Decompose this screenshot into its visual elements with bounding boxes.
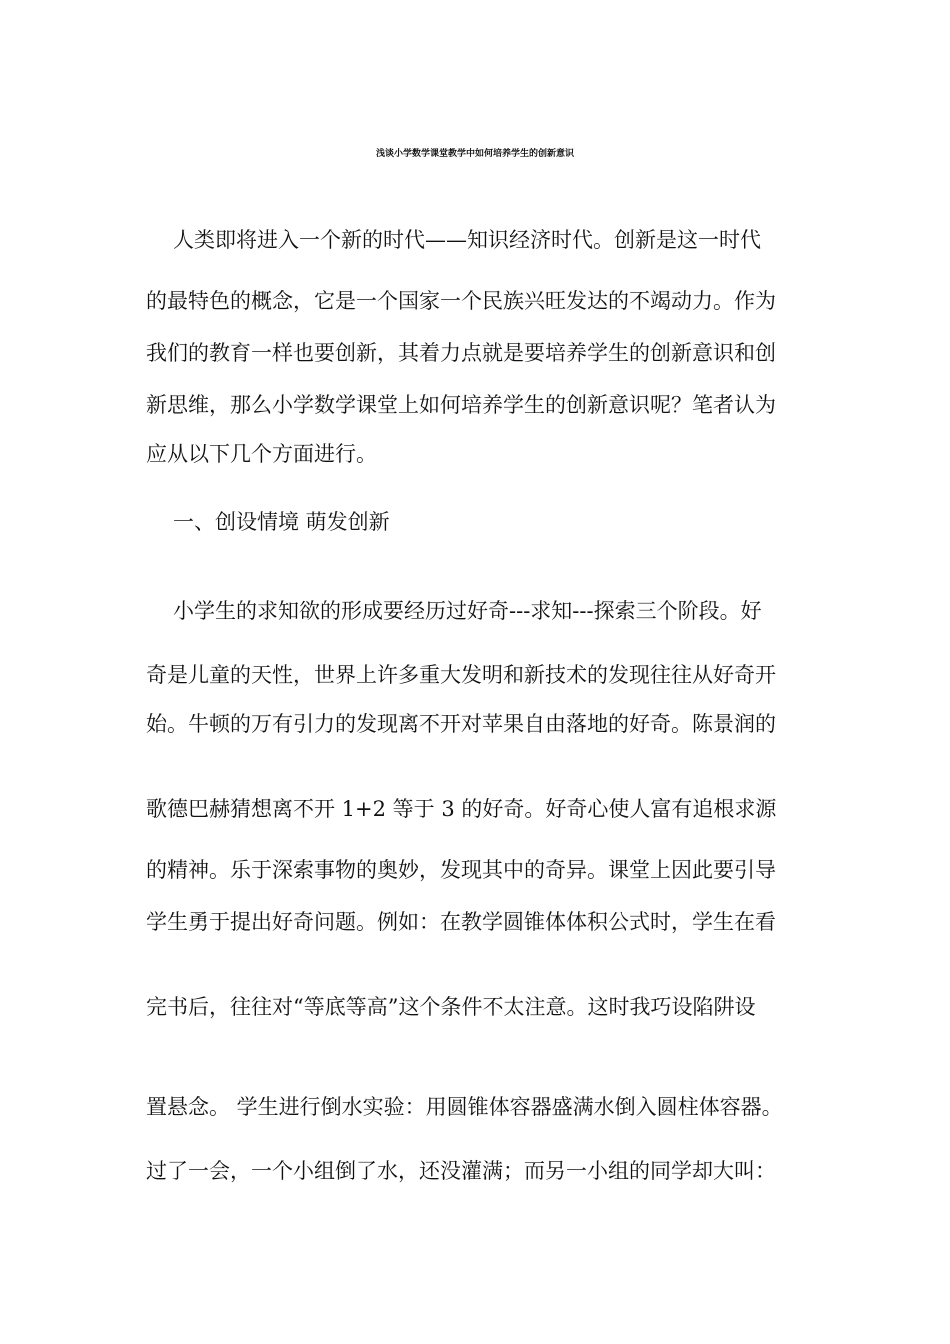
paragraph-line: 的精神。乐于深索事物的奥妙，发现其中的奇异。课堂上因此要引导 bbox=[146, 858, 776, 882]
section-heading: 一、创设情境 萌发创新 bbox=[173, 510, 390, 534]
paragraph-line: 歌德巴赫猜想离不开 1+2 等于 3 的好奇。好奇心使人富有追根求源 bbox=[146, 797, 777, 821]
paragraph-line: 应从以下几个方面进行。 bbox=[146, 442, 377, 466]
paragraph-line: 小学生的求知欲的形成要经历过好奇---求知---探索三个阶段。好 bbox=[173, 599, 762, 623]
paragraph-line: 新思维，那么小学数学课堂上如何培养学生的创新意识呢？笔者认为 bbox=[146, 393, 776, 417]
paragraph-line: 的最特色的概念，它是一个国家一个民族兴旺发达的不竭动力。作为 bbox=[146, 289, 776, 313]
paragraph-line: 我们的教育一样也要创新，其着力点就是要培养学生的创新意识和创 bbox=[146, 341, 776, 365]
paragraph-line: 完书后，往往对“等底等高”这个条件不太注意。这时我巧设陷阱设 bbox=[146, 995, 756, 1019]
document-title: 浅谈小学数学课堂教学中如何培养学生的创新意识 bbox=[375, 149, 574, 159]
paragraph-line: 始。牛顿的万有引力的发现离不开对苹果自由落地的好奇。陈景润的 bbox=[146, 712, 776, 736]
paragraph-line: 奇是儿童的天性，世界上许多重大发明和新技术的发现往往从好奇开 bbox=[146, 663, 776, 687]
paragraph-line: 过了一会，一个小组倒了水，还没灌满；而另一小组的同学却大叫： bbox=[146, 1159, 776, 1183]
paragraph-line: 置悬念。 学生进行倒水实验：用圆锥体容器盛满水倒入圆柱体容器。 bbox=[146, 1095, 783, 1119]
paragraph-line: 人类即将进入一个新的时代——知识经济时代。创新是这一时代 bbox=[173, 228, 761, 252]
paragraph-line: 学生勇于提出好奇问题。例如：在教学圆锥体体积公式时，学生在看 bbox=[146, 910, 776, 934]
